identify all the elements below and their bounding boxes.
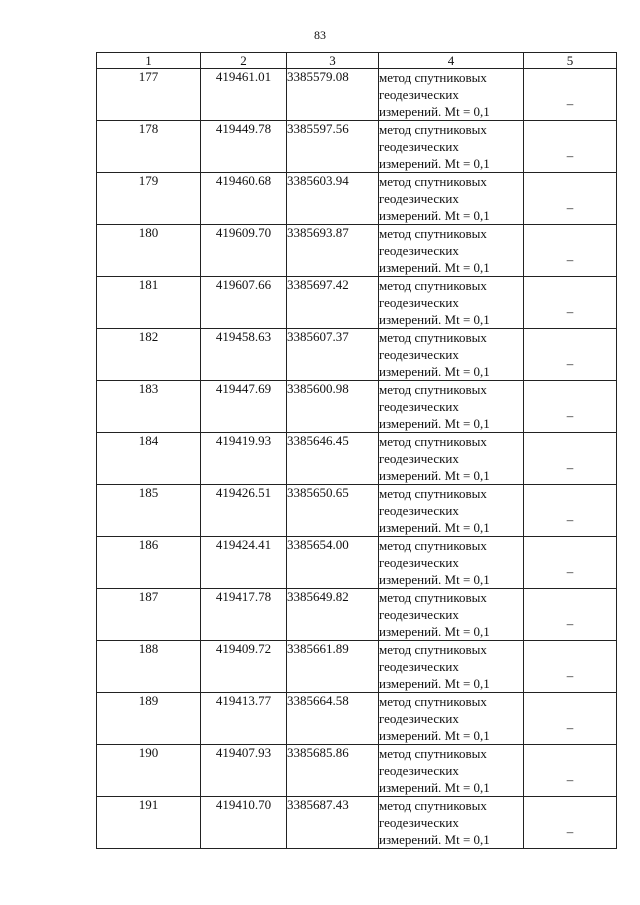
note-cell (524, 121, 617, 173)
method-cell: метод спутниковых геодезических измерений. Mt = 0,1 (379, 797, 524, 849)
point-number-cell: 191 (97, 797, 201, 849)
dash-mark: – (566, 511, 574, 527)
column-header-3: 3 (287, 53, 379, 69)
x-coordinate-cell: 419426.51 (201, 485, 287, 537)
dash-mark: – (566, 303, 574, 319)
table-row (97, 537, 617, 589)
page-number: 83 (314, 28, 326, 42)
note-cell (524, 797, 617, 849)
point-number-cell: 186 (97, 537, 201, 589)
dash-mark: – (566, 459, 574, 475)
dash-mark: – (566, 95, 574, 111)
column-header-4: 4 (379, 53, 524, 69)
method-cell: метод спутниковых геодезических измерений. Mt = 0,1 (379, 225, 524, 277)
x-coordinate-cell: 419460.68 (201, 173, 287, 225)
table-row (97, 641, 617, 693)
point-number-cell: 189 (97, 693, 201, 745)
method-cell: метод спутниковых геодезических измерений. Mt = 0,1 (379, 381, 524, 433)
x-coordinate-cell: 419419.93 (201, 433, 287, 485)
x-coordinate-cell: 419409.72 (201, 641, 287, 693)
dash-mark: – (566, 355, 574, 371)
method-cell: метод спутниковых геодезических измерений. Mt = 0,1 (379, 641, 524, 693)
note-cell (524, 225, 617, 277)
x-coordinate-cell: 419458.63 (201, 329, 287, 381)
note-cell (524, 485, 617, 537)
y-coordinate-cell: 3385646.45 (287, 433, 379, 485)
x-coordinate-cell: 419407.93 (201, 745, 287, 797)
y-coordinate-cell: 3385650.65 (287, 485, 379, 537)
dash-mark: – (566, 407, 574, 423)
dash-mark: – (566, 147, 574, 163)
dash-mark: – (566, 563, 574, 579)
note-cell (524, 641, 617, 693)
table-row (97, 433, 617, 485)
y-coordinate-cell: 3385664.58 (287, 693, 379, 745)
point-number-cell: 190 (97, 745, 201, 797)
table-row (97, 173, 617, 225)
y-coordinate-cell: 3385661.89 (287, 641, 379, 693)
y-coordinate-cell: 3385597.56 (287, 121, 379, 173)
point-number-cell: 178 (97, 121, 201, 173)
x-coordinate-cell: 419413.77 (201, 693, 287, 745)
dash-mark: – (566, 719, 574, 735)
x-coordinate-cell: 419410.70 (201, 797, 287, 849)
dash-mark: – (566, 823, 574, 839)
y-coordinate-cell: 3385685.86 (287, 745, 379, 797)
point-number-cell: 185 (97, 485, 201, 537)
column-header-1: 1 (97, 53, 201, 69)
point-number-cell: 187 (97, 589, 201, 641)
method-cell: метод спутниковых геодезических измерений. Mt = 0,1 (379, 329, 524, 381)
method-cell: метод спутниковых геодезических измерений. Mt = 0,1 (379, 433, 524, 485)
table-row (97, 69, 617, 121)
point-number-cell: 183 (97, 381, 201, 433)
dash-mark: – (566, 667, 574, 683)
table-row (97, 797, 617, 849)
x-coordinate-cell: 419461.01 (201, 69, 287, 121)
y-coordinate-cell: 3385600.98 (287, 381, 379, 433)
x-coordinate-cell: 419449.78 (201, 121, 287, 173)
x-coordinate-cell: 419607.66 (201, 277, 287, 329)
note-cell (524, 745, 617, 797)
point-number-cell: 188 (97, 641, 201, 693)
column-header-5: 5 (524, 53, 617, 69)
method-cell: метод спутниковых геодезических измерений. Mt = 0,1 (379, 589, 524, 641)
note-cell (524, 693, 617, 745)
coordinates-table (96, 52, 617, 849)
table-row (97, 381, 617, 433)
table-row (97, 225, 617, 277)
y-coordinate-cell: 3385607.37 (287, 329, 379, 381)
y-coordinate-cell: 3385579.08 (287, 69, 379, 121)
point-number-cell: 184 (97, 433, 201, 485)
point-number-cell: 179 (97, 173, 201, 225)
table-row (97, 121, 617, 173)
note-cell (524, 329, 617, 381)
method-cell: метод спутниковых геодезических измерений. Mt = 0,1 (379, 69, 524, 121)
table-row (97, 277, 617, 329)
method-cell: метод спутниковых геодезических измерений. Mt = 0,1 (379, 485, 524, 537)
x-coordinate-cell: 419609.70 (201, 225, 287, 277)
point-number-cell: 181 (97, 277, 201, 329)
dash-mark: – (566, 771, 574, 787)
x-coordinate-cell: 419447.69 (201, 381, 287, 433)
method-cell: метод спутниковых геодезических измерений. Mt = 0,1 (379, 745, 524, 797)
y-coordinate-cell: 3385693.87 (287, 225, 379, 277)
note-cell (524, 277, 617, 329)
point-number-cell: 180 (97, 225, 201, 277)
note-cell (524, 69, 617, 121)
method-cell: метод спутниковых геодезических измерений. Mt = 0,1 (379, 121, 524, 173)
note-cell (524, 589, 617, 641)
method-cell: метод спутниковых геодезических измерений. Mt = 0,1 (379, 537, 524, 589)
y-coordinate-cell: 3385649.82 (287, 589, 379, 641)
table-row (97, 693, 617, 745)
table-row (97, 329, 617, 381)
method-cell: метод спутниковых геодезических измерений. Mt = 0,1 (379, 277, 524, 329)
dash-mark: – (566, 251, 574, 267)
column-header-2: 2 (201, 53, 287, 69)
table-row (97, 485, 617, 537)
table-body (97, 69, 617, 849)
y-coordinate-cell: 3385603.94 (287, 173, 379, 225)
table-row (97, 589, 617, 641)
table-header-row (97, 53, 617, 69)
note-cell (524, 381, 617, 433)
point-number-cell: 182 (97, 329, 201, 381)
y-coordinate-cell: 3385697.42 (287, 277, 379, 329)
note-cell (524, 433, 617, 485)
method-cell: метод спутниковых геодезических измерений. Mt = 0,1 (379, 693, 524, 745)
dash-mark: – (566, 199, 574, 215)
x-coordinate-cell: 419424.41 (201, 537, 287, 589)
note-cell (524, 173, 617, 225)
y-coordinate-cell: 3385654.00 (287, 537, 379, 589)
x-coordinate-cell: 419417.78 (201, 589, 287, 641)
point-number-cell: 177 (97, 69, 201, 121)
table-row (97, 745, 617, 797)
y-coordinate-cell: 3385687.43 (287, 797, 379, 849)
note-cell (524, 537, 617, 589)
method-cell: метод спутниковых геодезических измерений. Mt = 0,1 (379, 173, 524, 225)
dash-mark: – (566, 615, 574, 631)
